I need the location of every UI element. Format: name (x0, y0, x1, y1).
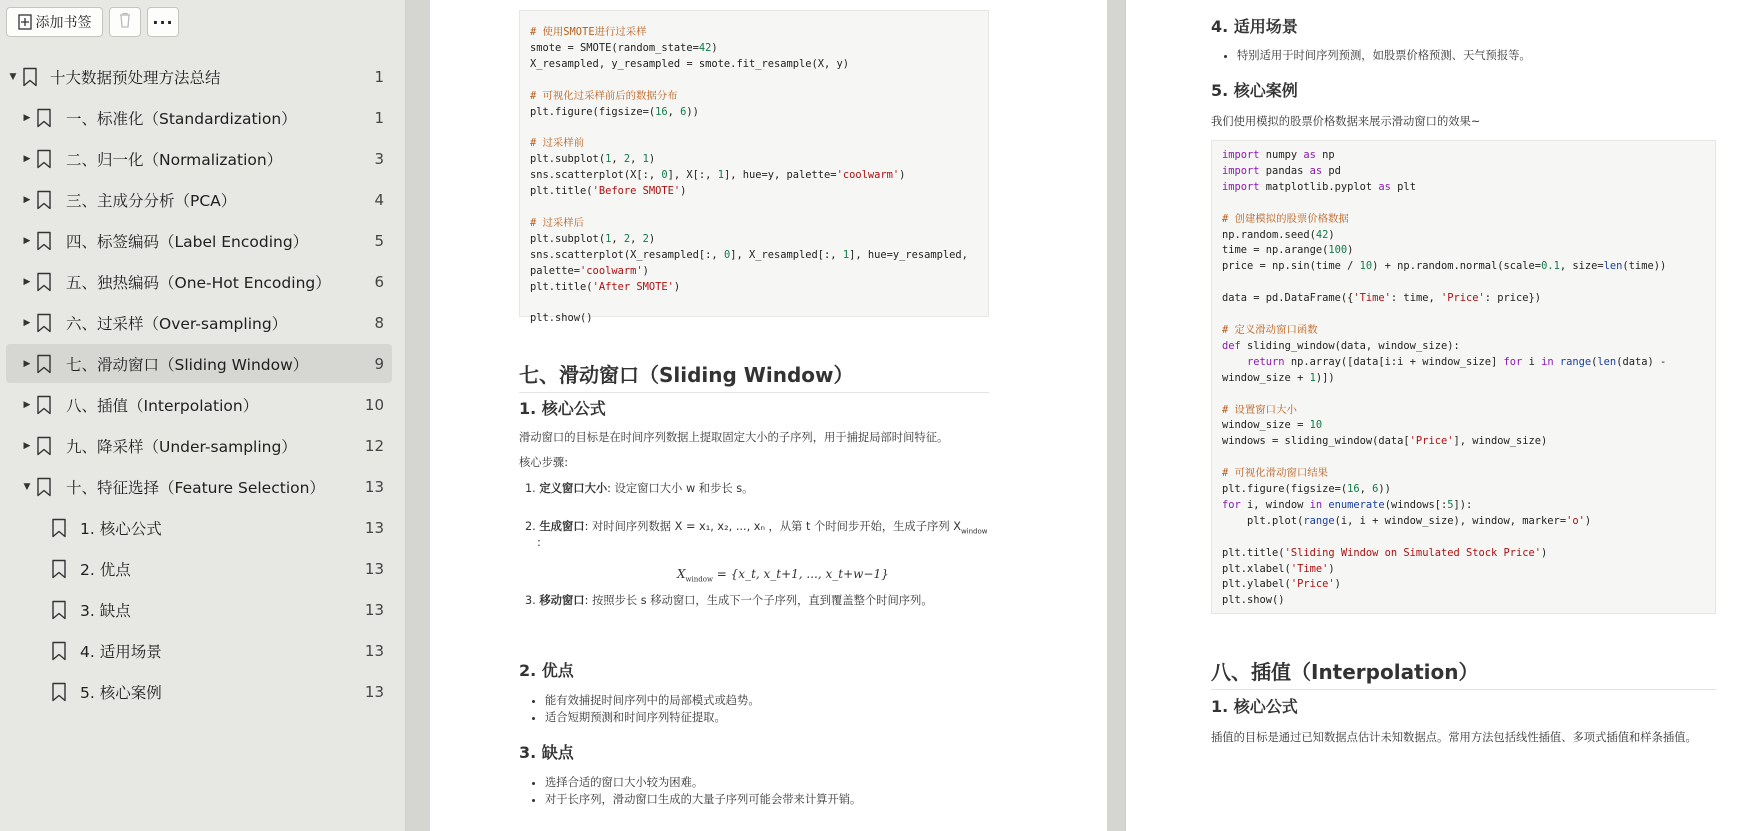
bookmark-label: 二、归一化（Normalization） (66, 150, 283, 169)
bookmark-page-number: 13 (364, 477, 384, 496)
delete-bookmark-button[interactable] (109, 7, 141, 37)
bookmark-item[interactable] (6, 672, 392, 711)
code-block-smote: # 使用SMOTE进行过采样 smote = SMOTE(random_state=42) X_resampled, y_resampled = smote.fit_resample(X, y) # 可视化过采样前后的数据分布 plt.figure(figsize=(16, 6)) # 过采样前 plt.subplot(1, 2, 1) sns.scatterplot(X[:, 0], X[:, 1], hue=y, palette='coolwarm') plt.title('Before SMOTE') # 过采样后 plt.subplot(1, 2, 2) sns.scatterplot(X_resampled[:, 0], X_resampled[:, 1], hue=y_resampled, palette='coolwarm') plt.title('After SMOTE') plt.show() (519, 10, 989, 317)
bookmark-icon (36, 354, 52, 374)
bookmark-sidebar (0, 0, 406, 831)
window-formula (677, 567, 889, 583)
case-intro: 我们使用模拟的股票价格数据来展示滑动窗口的效果~ (1211, 115, 1481, 128)
bookmark-icon (51, 600, 67, 620)
bookmark-page-number: 9 (374, 354, 384, 373)
pros-item: • 能有效捕捉时间序列中的局部模式或趋势。 (545, 692, 760, 709)
bookmark-label: 八、插值（Interpolation） (66, 396, 259, 415)
bookmark-item[interactable] (6, 549, 392, 588)
collapse-arrow-icon[interactable]: ▶ (23, 194, 31, 205)
scenario-item: • 特别适用于时间序列预测，如股票价格预测、天气预报等。 (1237, 47, 1531, 63)
bookmark-label: 5. 核心案例 (80, 683, 162, 702)
bookmark-icon (36, 231, 52, 251)
step-2-colon: : (537, 536, 541, 549)
bookmark-icon (36, 272, 52, 292)
bookmark-label: 九、降采样（Under-sampling） (66, 437, 297, 456)
bookmark-icon (36, 149, 52, 169)
collapse-arrow-icon[interactable]: ▶ (23, 153, 31, 164)
bookmark-item[interactable] (6, 426, 392, 465)
bookmark-page-number: 12 (364, 436, 384, 455)
bookmark-label: 2. 优点 (80, 560, 131, 579)
trash-icon (118, 12, 132, 32)
add-bookmark-button[interactable] (6, 7, 103, 37)
pdf-page-left (430, 0, 1107, 831)
bookmark-icon (36, 313, 52, 333)
bookmark-page-number: 13 (364, 559, 384, 578)
bookmark-label: 六、过采样（Over-sampling） (66, 314, 288, 333)
bookmark-item[interactable] (6, 57, 392, 96)
add-bookmark-icon (18, 14, 30, 30)
subheading-interp-formula: 1. 核心公式 (1211, 697, 1298, 716)
bookmark-label: 3. 缺点 (80, 601, 131, 620)
more-icon: ··· (152, 12, 174, 32)
bookmark-item[interactable] (6, 180, 392, 219)
expand-arrow-icon[interactable]: ▼ (9, 71, 17, 82)
bookmark-label: 七、滑动窗口（Sliding Window） (66, 355, 309, 374)
step-3-title: 移动窗口 (539, 594, 585, 607)
section-title-interpolation: 八、插值（Interpolation） (1211, 656, 1716, 690)
bookmark-icon (36, 395, 52, 415)
bookmark-page-number: 8 (374, 313, 384, 332)
bookmark-icon (22, 67, 38, 87)
bookmark-page-number: 4 (374, 190, 384, 209)
bookmark-page-number: 13 (364, 600, 384, 619)
bookmark-item[interactable] (6, 98, 392, 137)
bookmark-page-number: 13 (364, 518, 384, 537)
step-1-title: 定义窗口大小 (539, 482, 608, 495)
section-title-sliding-window: 七、滑动窗口（Sliding Window） (519, 359, 989, 393)
step-2-title: 生成窗口 (539, 520, 585, 533)
bookmark-icon (36, 436, 52, 456)
bookmark-item[interactable] (6, 221, 392, 260)
bookmark-label: 五、独热编码（One-Hot Encoding） (66, 273, 331, 292)
bookmark-item[interactable] (6, 344, 392, 383)
bookmark-item[interactable] (6, 262, 392, 301)
step-1-text: : 设定窗口大小 w 和步长 s。 (607, 482, 754, 495)
subheading-pros: 2. 优点 (519, 661, 574, 680)
bookmark-page-number: 13 (364, 682, 384, 701)
step-3: 3. 移动窗口: 按照步长 s 移动窗口，生成下一个子序列，直到覆盖整个时间序列。 (525, 594, 933, 607)
scenario-list (1211, 47, 1531, 63)
add-bookmark-label: 添加书签 (35, 15, 92, 31)
collapse-arrow-icon[interactable]: ▶ (23, 399, 31, 410)
bookmark-toolbar (6, 7, 179, 37)
bookmark-item[interactable] (6, 508, 392, 547)
bookmark-page-number: 13 (364, 641, 384, 660)
formula-rest: = {x_t, x_t+1, ..., x_t+w−1} (712, 567, 889, 581)
intro-text: 滑动窗口的目标是在时间序列数据上提取固定大小的子序列，用于捕捉局部时间特征。 (519, 431, 949, 444)
step-1: 1. 定义窗口大小: 设定窗口大小 w 和步长 s。 (525, 482, 754, 495)
bookmark-icon (36, 108, 52, 128)
bookmark-page-number: 1 (374, 108, 384, 127)
expand-arrow-icon[interactable]: ▼ (23, 481, 31, 492)
bookmark-label: 4. 适用场景 (80, 642, 162, 661)
collapse-arrow-icon[interactable]: ▶ (23, 358, 31, 369)
cons-item: • 选择合适的窗口大小较为困难。 (545, 774, 861, 791)
cons-item: • 对于长序列，滑动窗口生成的大量子序列可能会带来计算开销。 (545, 791, 861, 808)
subheading-scenarios: 4. 适用场景 (1211, 17, 1298, 36)
subheading-core-formula: 1. 核心公式 (519, 399, 606, 418)
bookmark-item[interactable] (6, 385, 392, 424)
more-options-button[interactable] (147, 7, 179, 37)
step-2: 2. 生成窗口: 对时间序列数据 X = x₁, x₂, ..., xₙ ，从第 t 个时间步开始，生成子序列 $X_{window}$ (525, 520, 988, 536)
interp-intro: 插值的目标是通过已知数据点估计未知数据点。常用方法包括线性插值、多项式插值和样条插值。 (1211, 731, 1697, 744)
code-block-sliding-window: import numpy as np import pandas as pd import matplotlib.pyplot as plt # 创建模拟的股票价格数据 np.random.seed(42) time = np.arange(100) price = np.sin(time / 10) + np.random.normal(scale=0.1, size=len(time)) data = pd.DataFrame({'Time': time, 'Price': price}) # 定义滑动窗口函数 def sliding_window(data, window_size): return np.array([data[i:i + window_size] for i in range(len(data) - window_size + 1)]) # 设置窗口大小 window_size = 10 windows = sliding_window(data['Price'], window_size) # 可视化滑动窗口结果 plt.figure(figsize=(16, 6)) for i, window in enumerate(windows[:5]): plt.plot(range(i, i + window_size), window, marker='o') plt.title('Sliding Window on Simulated Stock Price') plt.xlabel('Time') plt.ylabel('Price') plt.show() (1211, 140, 1716, 614)
bookmark-page-number: 6 (374, 272, 384, 291)
formula-main: X (677, 567, 686, 581)
bookmark-icon (51, 682, 67, 702)
bookmark-label: 十、特征选择（Feature Selection） (66, 478, 325, 497)
bookmark-label: 十大数据预处理方法总结 (50, 68, 221, 87)
bookmark-label: 四、标签编码（Label Encoding） (66, 232, 309, 251)
bookmark-icon (36, 190, 52, 210)
steps-label: 核心步骤: (519, 456, 568, 469)
bookmark-icon (36, 477, 52, 497)
bookmark-page-number: 1 (374, 67, 384, 86)
formula-sub: window (685, 575, 713, 584)
bookmark-page-number: 5 (374, 231, 384, 250)
bookmark-item[interactable] (6, 303, 392, 342)
collapse-arrow-icon[interactable]: ▶ (23, 112, 31, 123)
subheading-cons: 3. 缺点 (519, 743, 574, 762)
bookmark-item[interactable] (6, 139, 392, 178)
collapse-arrow-icon[interactable]: ▶ (23, 440, 31, 451)
bookmark-icon (51, 518, 67, 538)
bookmark-icon (51, 641, 67, 661)
pros-list (519, 692, 760, 726)
collapse-arrow-icon[interactable]: ▶ (23, 276, 31, 287)
bookmark-label: 1. 核心公式 (80, 519, 162, 538)
bookmark-label: 三、主成分分析（PCA） (66, 191, 237, 210)
subheading-case: 5. 核心案例 (1211, 81, 1298, 100)
step-2-subscript: window (960, 527, 988, 536)
bookmark-item[interactable] (6, 590, 392, 629)
collapse-arrow-icon[interactable]: ▶ (23, 235, 31, 246)
cons-list (519, 774, 861, 808)
step-3-text: : 按照步长 s 移动窗口，生成下一个子序列，直到覆盖整个时间序列。 (584, 594, 933, 607)
step-2-text: : 对时间序列数据 X = x₁, x₂, ..., xₙ ，从第 t 个时间步开始，生成子序列 X (584, 520, 961, 533)
bookmark-page-number: 10 (364, 395, 384, 414)
bookmark-icon (51, 559, 67, 579)
bookmark-page-number: 3 (374, 149, 384, 168)
bookmark-label: 一、标准化（Standardization） (66, 109, 297, 128)
bookmark-item[interactable] (6, 631, 392, 670)
collapse-arrow-icon[interactable]: ▶ (23, 317, 31, 328)
bookmark-item[interactable] (6, 467, 392, 506)
pros-item: • 适合短期预测和时间序列特征提取。 (545, 709, 760, 726)
pdf-page-right (1125, 0, 1739, 831)
